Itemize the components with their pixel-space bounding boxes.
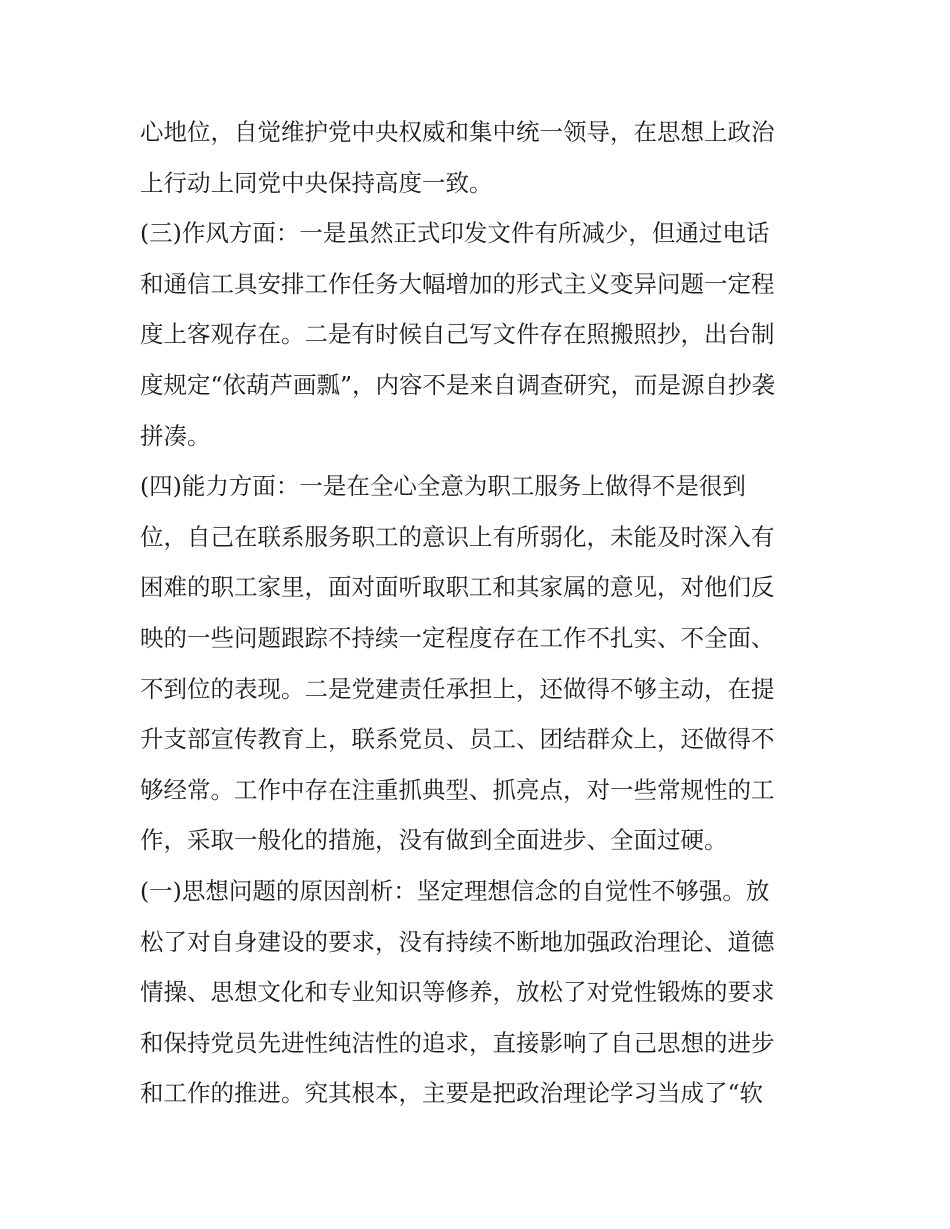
text-line: 度上客观存在。二是有时候自己写文件存在照搬照抄，出台制: [140, 320, 775, 349]
text-line: 松了对自身建设的要求，没有持续不断地加强政治理论、道德: [140, 927, 775, 956]
text-line: 和保持党员先进性纯洁性的追求，直接影响了自己思想的进步: [140, 1028, 775, 1057]
text-line: 情操、思想文化和专业知识等修养，放松了对党性锻炼的要求: [140, 978, 775, 1007]
text-line: 和工作的推进。究其根本，主要是把政治理论学习当成了“软: [140, 1079, 764, 1108]
text-line: 拼凑。: [140, 421, 211, 450]
text-line: 度规定“依葫芦画瓢”，内容不是来自调查研究，而是源自抄袭: [140, 370, 776, 399]
text-line: 作，采取一般化的措施，没有做到全面进步、全面过硬。: [140, 826, 728, 855]
text-line: 困难的职工家里，面对面听取职工和其家属的意见，对他们反: [140, 573, 775, 602]
text-line: 心地位，自觉维护党中央权威和集中统一领导，在思想上政治: [140, 118, 775, 146]
text-line: 升支部宣传教育上，联系党员、员工、团结群众上，还做得不: [140, 725, 775, 754]
text-line: 映的一些问题跟踪不持续一定程度存在工作不扎实、不全面、: [140, 623, 775, 652]
body-text: [140, 107, 820, 1119]
text-line: (四)能力方面：一是在全心全意为职工服务上做得不是很到: [140, 472, 746, 501]
text-line: (一)思想问题的原因剖析：坚定理想信念的自觉性不够强。放: [140, 876, 770, 905]
text-line: 不到位的表现。二是党建责任承担上，还做得不够主动，在提: [140, 674, 775, 703]
text-line: 上行动上同党中央保持高度一致。: [140, 168, 493, 197]
text-line: 位，自己在联系服务职工的意识上有所弱化，未能及时深入有: [140, 522, 775, 551]
text-line: (三)作风方面：一是虽然正式印发文件有所减少，但通过电话: [140, 219, 770, 248]
text-line: 够经常。工作中存在注重抓典型、抓亮点，对一些常规性的工: [140, 775, 775, 804]
text-line: 和通信工具安排工作任务大幅增加的形式主义变异问题一定程: [140, 269, 775, 298]
